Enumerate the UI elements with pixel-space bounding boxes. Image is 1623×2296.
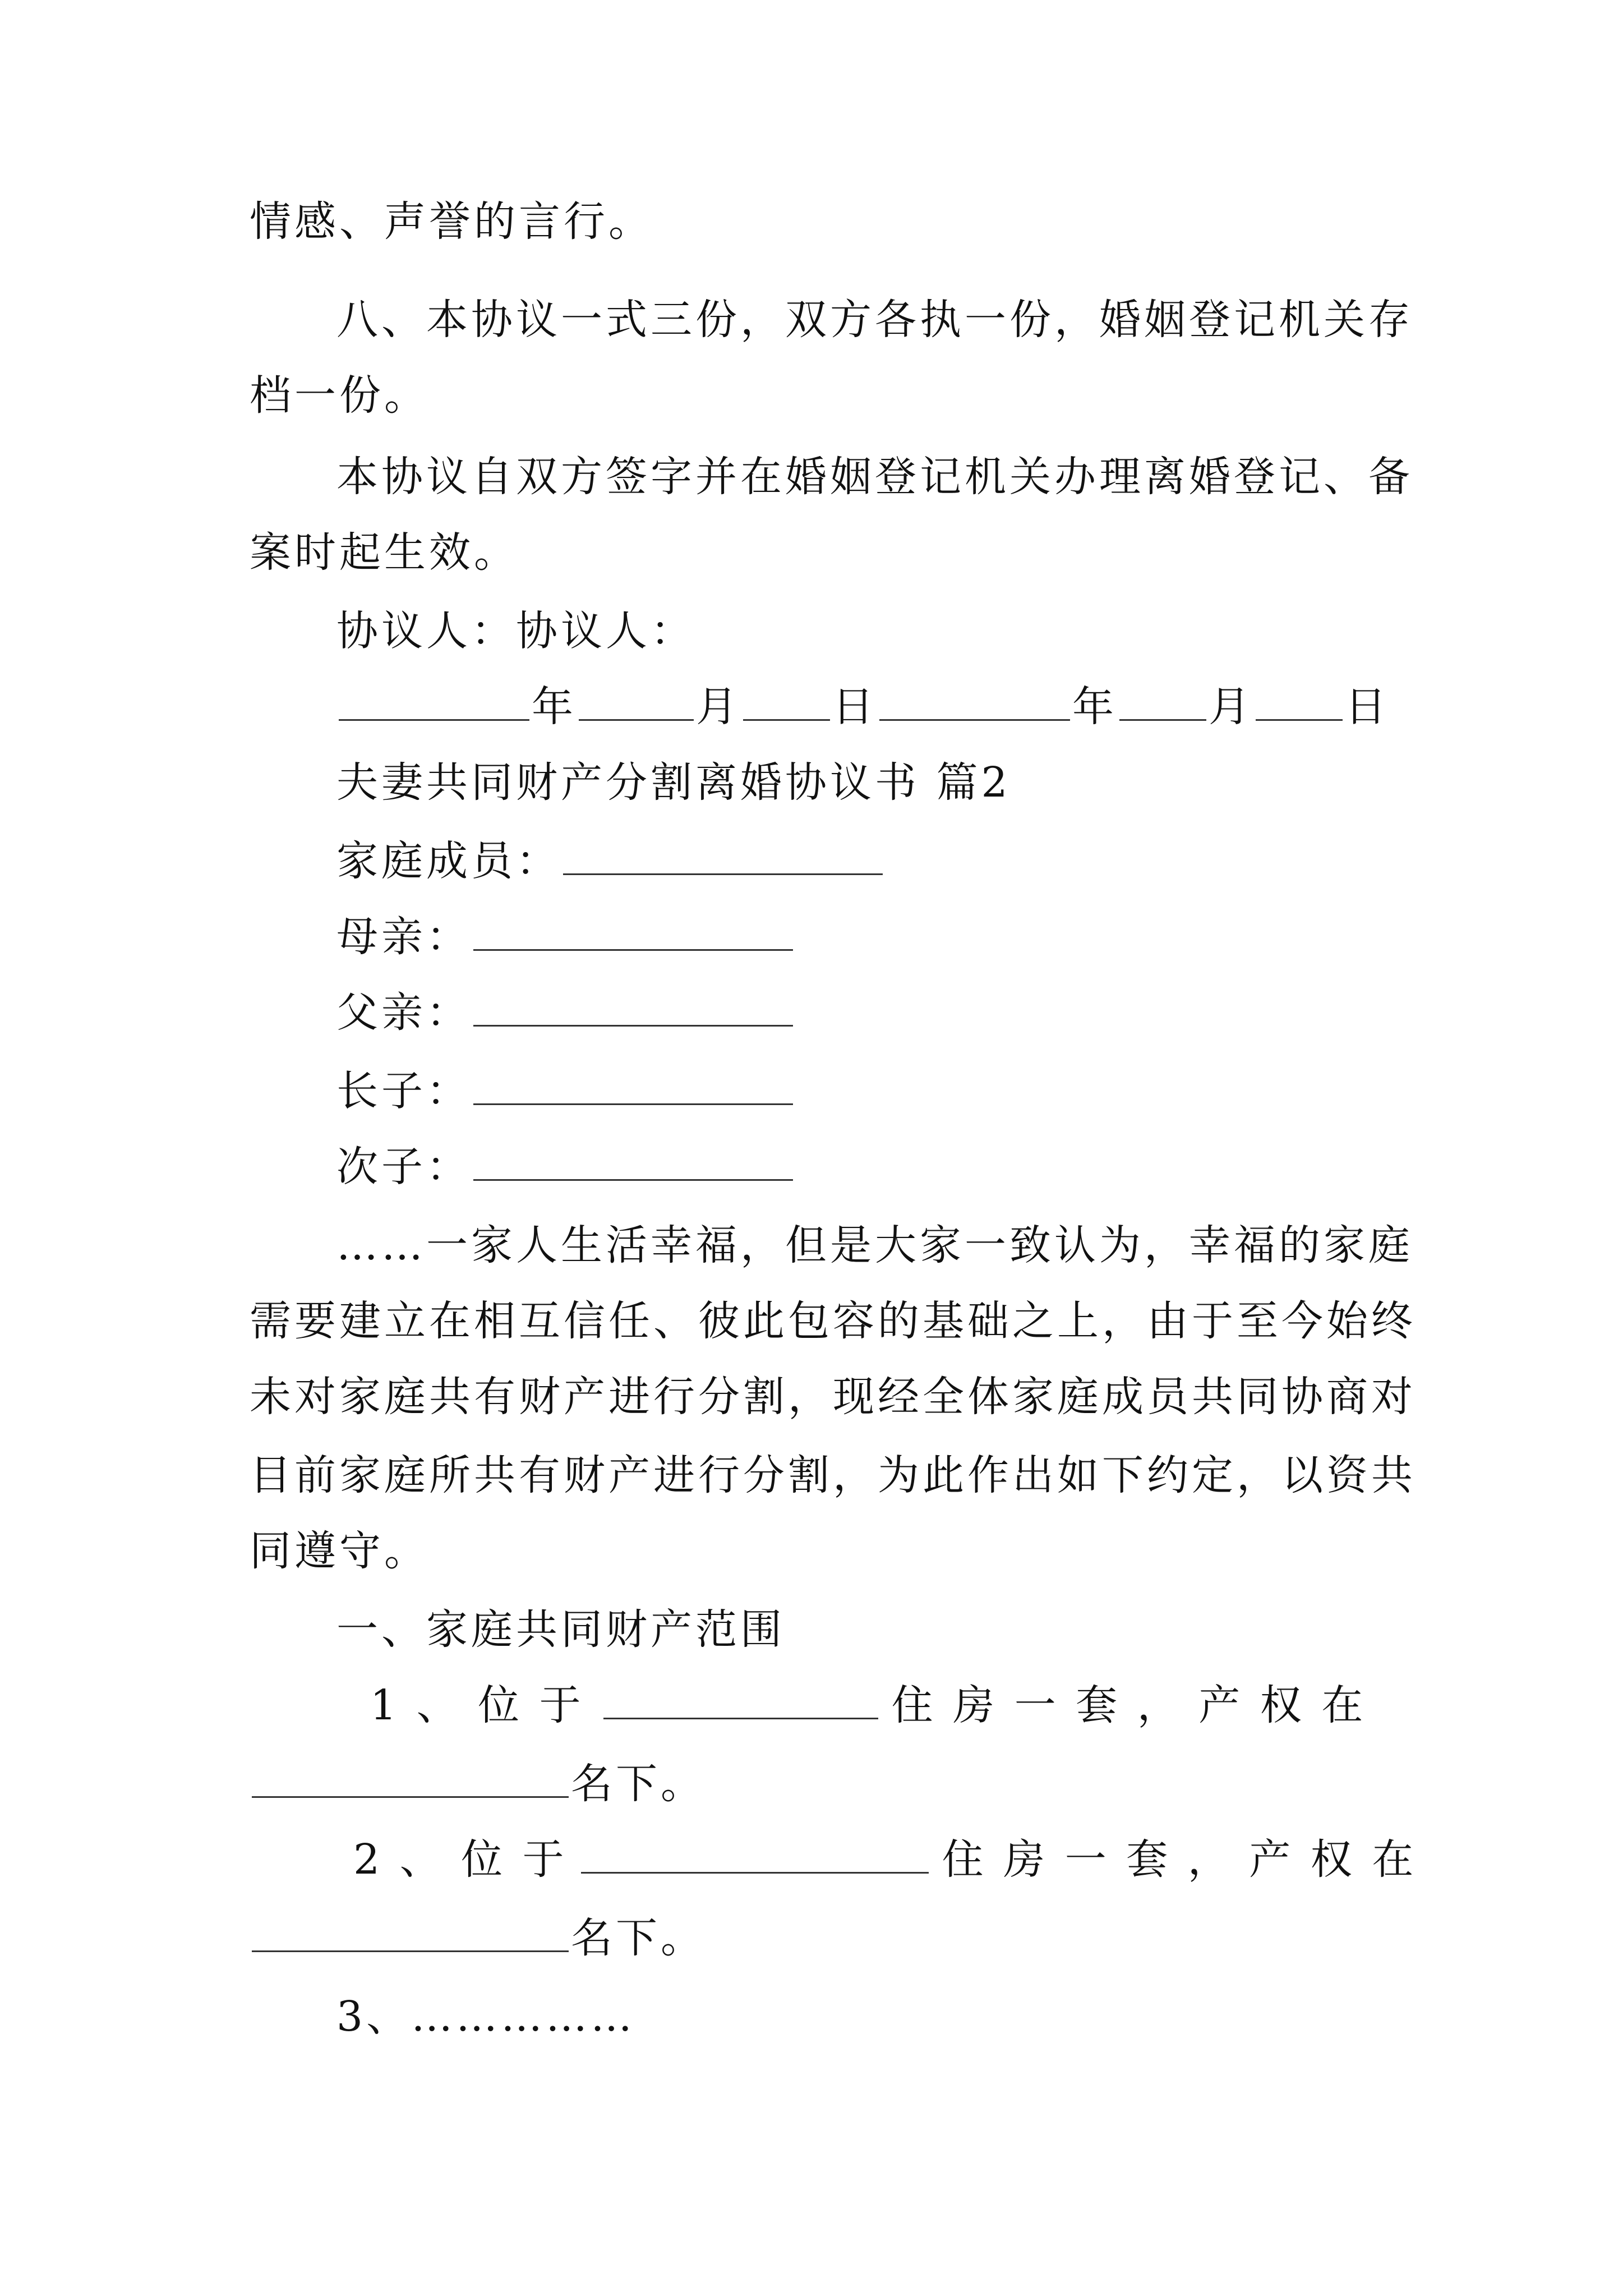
effective-clause-line: 本协议自双方签字并在婚姻登记机关办理离婚登记、备 (336, 453, 1413, 501)
signatories-line: 协议人：协议人： (336, 607, 695, 655)
second-son-label: 次子： (336, 1143, 471, 1191)
year-label-2: 年 (1072, 683, 1117, 731)
family-members-label: 家庭成员： (336, 837, 561, 885)
second-son-line (336, 1139, 795, 1195)
day-blank-2 (1256, 683, 1343, 721)
month-blank-2 (1119, 683, 1206, 721)
paragraph-line: 案时起生效。 (250, 528, 519, 577)
paragraph-line: 档一份。 (250, 371, 429, 420)
paragraph-line: 未对家庭共有财产进行分割，现经全体家庭成员共同协商对 (250, 1373, 1416, 1421)
year-label-1: 年 (532, 683, 577, 731)
section-heading: 一、家庭共同财产范围 (336, 1605, 785, 1654)
paragraph-line: 目前家庭所共有财产进行分割，为此作出如下约定，以资共 (250, 1451, 1416, 1499)
father-label: 父亲： (336, 988, 471, 1037)
property-item-1-line (370, 1677, 1366, 1733)
family-members-line (336, 833, 885, 889)
property-item-2-line (353, 1832, 1417, 1888)
year-blank-2 (879, 683, 1070, 721)
property-location-blank-2 (581, 1836, 929, 1874)
day-label-1: 日 (832, 683, 877, 731)
property-item-2-prefix: 2 、 位 于 (353, 1835, 568, 1884)
owner-suffix-2: 名下。 (571, 1914, 706, 1962)
day-blank-1 (743, 683, 830, 721)
date-line (336, 679, 1390, 735)
property-location-blank-1 (603, 1682, 878, 1719)
property-item-3-line: 3、…………… (336, 1993, 636, 2041)
mother-label: 母亲： (336, 913, 471, 961)
year-blank-1 (339, 683, 529, 721)
second-son-blank (473, 1143, 793, 1181)
day-label-2: 日 (1345, 683, 1390, 731)
family-members-blank (563, 838, 883, 875)
owner-blank-2 (252, 1915, 569, 1952)
month-blank-1 (579, 683, 694, 721)
paragraph-line: 同遵守。 (250, 1527, 429, 1575)
month-label-1: 月 (696, 683, 741, 731)
owner-suffix-1: 名下。 (571, 1760, 706, 1808)
owner-line-1 (250, 1756, 706, 1812)
mother-blank (473, 913, 793, 951)
eldest-son-blank (473, 1068, 793, 1105)
father-blank (473, 989, 793, 1027)
father-line (336, 984, 795, 1041)
mother-line (336, 909, 795, 965)
clause-eight-line: 八、本协议一式三份，双方各执一份，婚姻登记机关存 (336, 296, 1413, 344)
eldest-son-line (336, 1063, 795, 1119)
property-item-2-suffix: 住 房 一 套 ， 产 权 在 (942, 1835, 1417, 1884)
month-label-2: 月 (1209, 683, 1253, 731)
paragraph-line: 需要建立在相互信任、彼此包容的基础之上，由于至今始终 (250, 1297, 1416, 1345)
eldest-son-label: 长子： (336, 1067, 471, 1115)
section-title: 夫妻共同财产分割离婚协议书 篇2 (336, 758, 1011, 807)
paragraph-line: 情感、声誉的言行。 (250, 197, 653, 246)
paragraph-line: ……一家人生活幸福，但是大家一致认为，幸福的家庭 (336, 1221, 1413, 1269)
owner-blank-1 (252, 1760, 569, 1798)
property-item-1-prefix: 1 、 位 于 (370, 1681, 584, 1729)
owner-line-2 (250, 1910, 706, 1966)
property-item-1-suffix: 住 房 一 套 ， 产 权 在 (891, 1681, 1367, 1729)
